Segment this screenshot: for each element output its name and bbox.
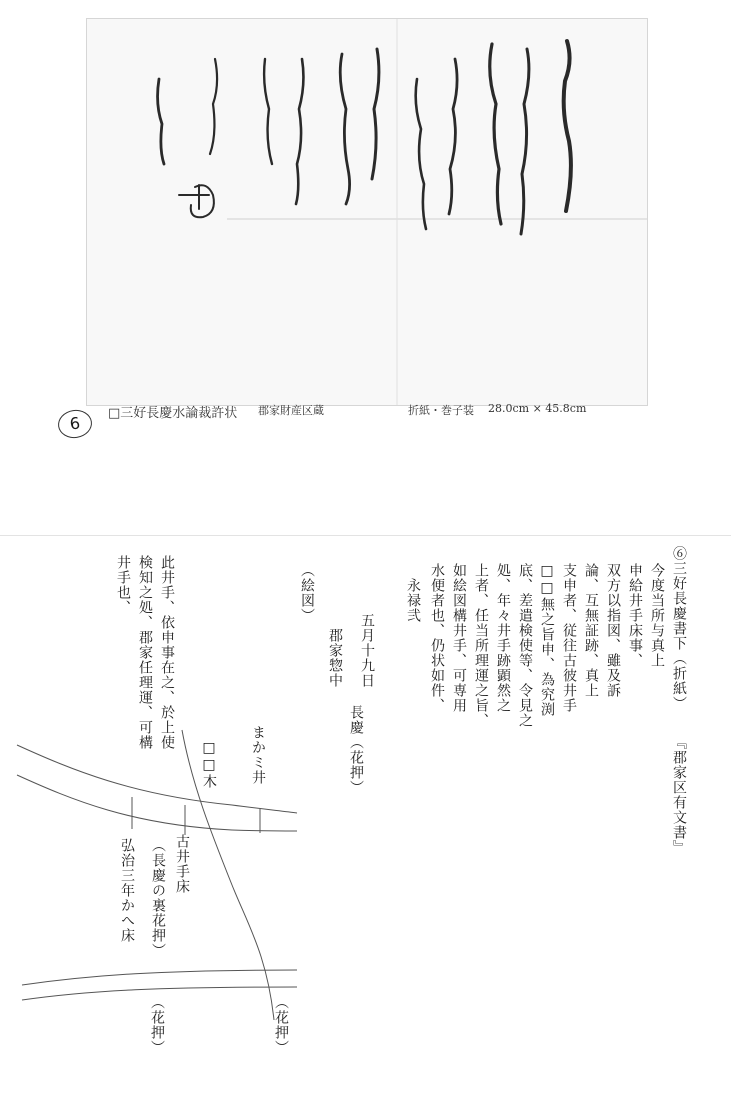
doc-line: 申給井手床事、 bbox=[627, 563, 643, 668]
doc-line: 如絵図構井手、可専用 bbox=[451, 563, 467, 713]
doc-line: 水便者也、仍状如件、 bbox=[429, 563, 445, 713]
map-label-kao-right: （花押） bbox=[273, 995, 289, 1055]
doc-signer: 長慶（花押） bbox=[348, 705, 364, 795]
doc-date: 五月十九日 bbox=[359, 613, 375, 688]
doc-line: 処、年々井手跡顕然之 bbox=[495, 563, 511, 713]
page-divider bbox=[0, 535, 731, 536]
doc-line: 支申者、従往古彼井手 bbox=[561, 563, 577, 713]
map-label-kouji: 弘治三年かへ床 bbox=[119, 838, 135, 943]
doc-addressee: 郡家惣中 bbox=[327, 628, 343, 688]
doc-source: 『郡家区有文書』 bbox=[671, 735, 687, 855]
doc-line: □□無之旨申、為究渕 bbox=[539, 563, 555, 717]
doc-line: 上者、任当所理運之旨、 bbox=[473, 563, 489, 728]
manuscript-image bbox=[87, 19, 647, 405]
manuscript-photo bbox=[86, 18, 648, 406]
note-line: 此井手、依申事在之、於上使 bbox=[159, 555, 175, 750]
lower-river-bank-a bbox=[22, 970, 297, 985]
note-line: 井手也、 bbox=[115, 555, 131, 615]
map-label-seal-back: （長慶の裏花押） bbox=[150, 838, 166, 958]
photo-caption-owner: 郡家財産区蔵 bbox=[258, 404, 324, 417]
note-line: 検知之処、郡家任理運、可構 bbox=[137, 555, 153, 750]
doc-line: 底、差遣検使等、令見之 bbox=[517, 563, 533, 728]
photo-caption-title: □三好長慶水論裁許状 bbox=[108, 406, 238, 421]
doc-era: 永禄弐 bbox=[405, 578, 421, 623]
doc-line: 今度当所与真上 bbox=[649, 563, 665, 668]
map-label-ki: □□木 bbox=[201, 740, 217, 789]
map-label-old-weir: 古井手床 bbox=[174, 834, 190, 894]
page-mark: 6 bbox=[56, 408, 94, 440]
map-label-makami: まかミ井 bbox=[250, 725, 266, 785]
figure-label: （絵図） bbox=[299, 563, 315, 623]
doc-line: 論、互無証跡、真上 bbox=[583, 563, 599, 698]
map-label-kao-mid: （花押） bbox=[149, 995, 165, 1055]
doc-line: 双方以指図、雖及訴 bbox=[605, 563, 621, 698]
photo-caption-format: 折紙・巻子装 bbox=[408, 404, 474, 417]
doc-heading: ⑥三好長慶書下（折紙） bbox=[671, 546, 687, 711]
photo-caption-dimensions: 28.0cm × 45.8cm bbox=[488, 402, 587, 415]
